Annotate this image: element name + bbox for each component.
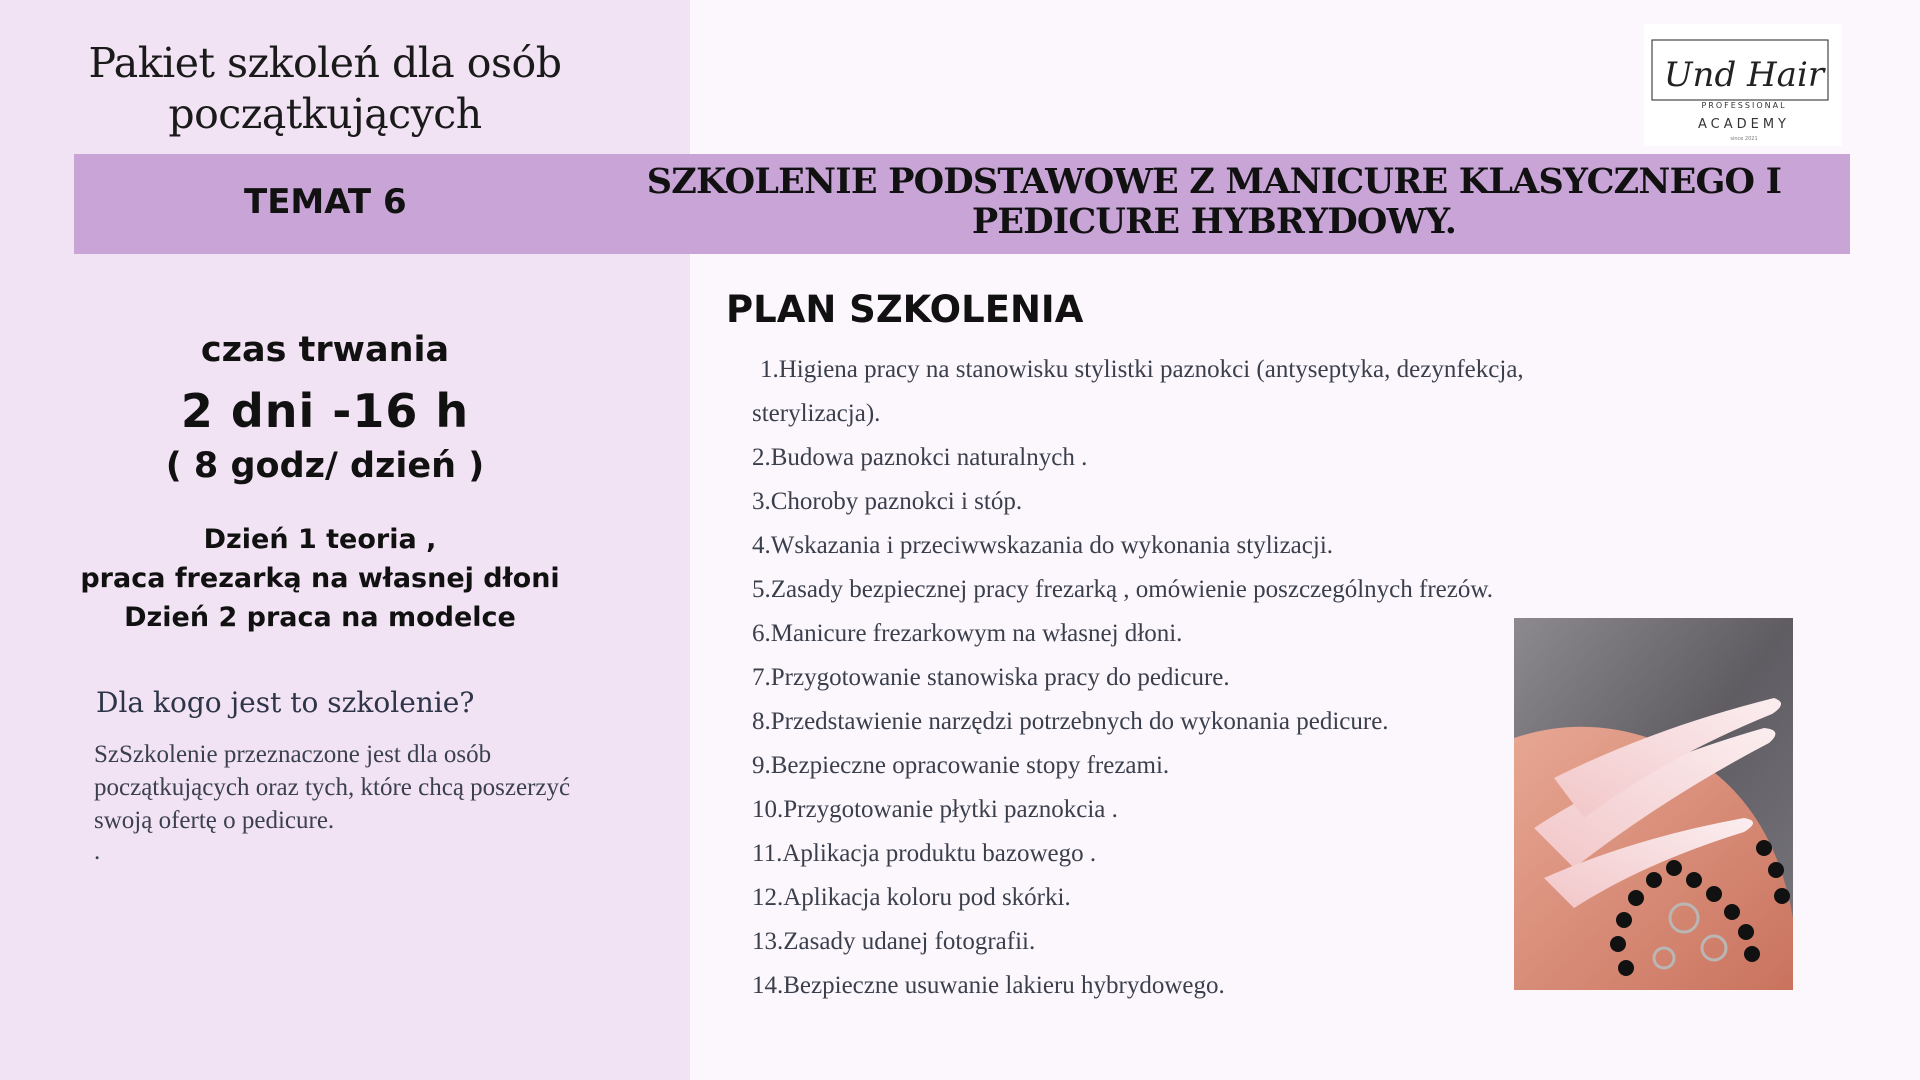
- list-item: 11.Aplikacja produktu bazowego .: [752, 840, 1097, 867]
- course-title: SZKOLENIE PODSTAWOWE Z MANICURE KLASYCZNEGO I PEDICURE HYBRYDOWY.: [646, 161, 1782, 242]
- list-item: 12.Aplikacja koloru pod skórki.: [752, 884, 1071, 911]
- schedule: [60, 520, 580, 637]
- logo-script: Und Hair: [1663, 55, 1825, 95]
- duration-value: 2 dni -16 h: [180, 384, 470, 438]
- schedule-day2: Dzień 2 praca na modelce: [124, 602, 516, 633]
- logo-professional: PROFESSIONAL: [1701, 101, 1787, 110]
- audience-title: Dla kogo jest to szkolenie?: [96, 686, 475, 719]
- list-item: 6.Manicure frezarkowym na własnej dłoni.: [752, 620, 1183, 647]
- schedule-day1: Dzień 1 teoria ,: [203, 524, 437, 555]
- topic-label: TEMAT 6: [244, 182, 407, 222]
- page-title: Pakiet szkoleń dla osób początkujących: [88, 39, 562, 138]
- list-item: 1.Higiena pracy na stanowisku stylistki paznokci (antyseptyka, dezynfekcja, sterylizacja).: [752, 356, 1524, 427]
- audience-text: SzSzkolenie przeznaczone jest dla osób początkujących oraz tych, które chcą poszerzyć swoją ofertę o pedicure.: [94, 741, 571, 834]
- list-item: 13.Zasady udanej fotografii.: [752, 928, 1036, 955]
- list-item: 4.Wskazania i przeciwwskazania do wykonania stylizacji.: [752, 532, 1334, 559]
- list-item: 7.Przygotowanie stanowiska pracy do pedicure.: [752, 664, 1230, 691]
- schedule-day1-practice: praca frezarką na własnej dłoni: [80, 563, 560, 594]
- logo-since: since 2021: [1730, 136, 1758, 142]
- list-item: 2.Budowa paznokci naturalnych .: [752, 444, 1088, 471]
- list-item: 3.Choroby paznokci i stóp.: [752, 488, 1023, 515]
- list-item: 9.Bezpieczne opracowanie stopy frezami.: [752, 752, 1170, 779]
- list-item: 10.Przygotowanie płytki paznokcia .: [752, 796, 1118, 823]
- list-item: 8.Przedstawienie narzędzi potrzebnych do wykonania pedicure.: [752, 708, 1389, 735]
- plan-list: [752, 348, 1552, 1008]
- plan-title: PLAN SZKOLENIA: [726, 288, 1084, 331]
- nails-photo: [1514, 618, 1793, 990]
- list-item: 14.Bezpieczne usuwanie lakieru hybrydowego.: [752, 972, 1225, 999]
- audience-trailing-dot: .: [94, 838, 101, 865]
- logo-academy: ACADEMY: [1697, 117, 1791, 132]
- duration-label: czas trwania: [200, 330, 450, 370]
- topic-banner: [74, 154, 1850, 254]
- duration-note: ( 8 godz/ dzień ): [165, 446, 485, 486]
- list-item: 5.Zasady bezpiecznej pracy frezarką , omówienie poszczególnych frezów.: [752, 576, 1494, 603]
- academy-logo: [1644, 24, 1842, 146]
